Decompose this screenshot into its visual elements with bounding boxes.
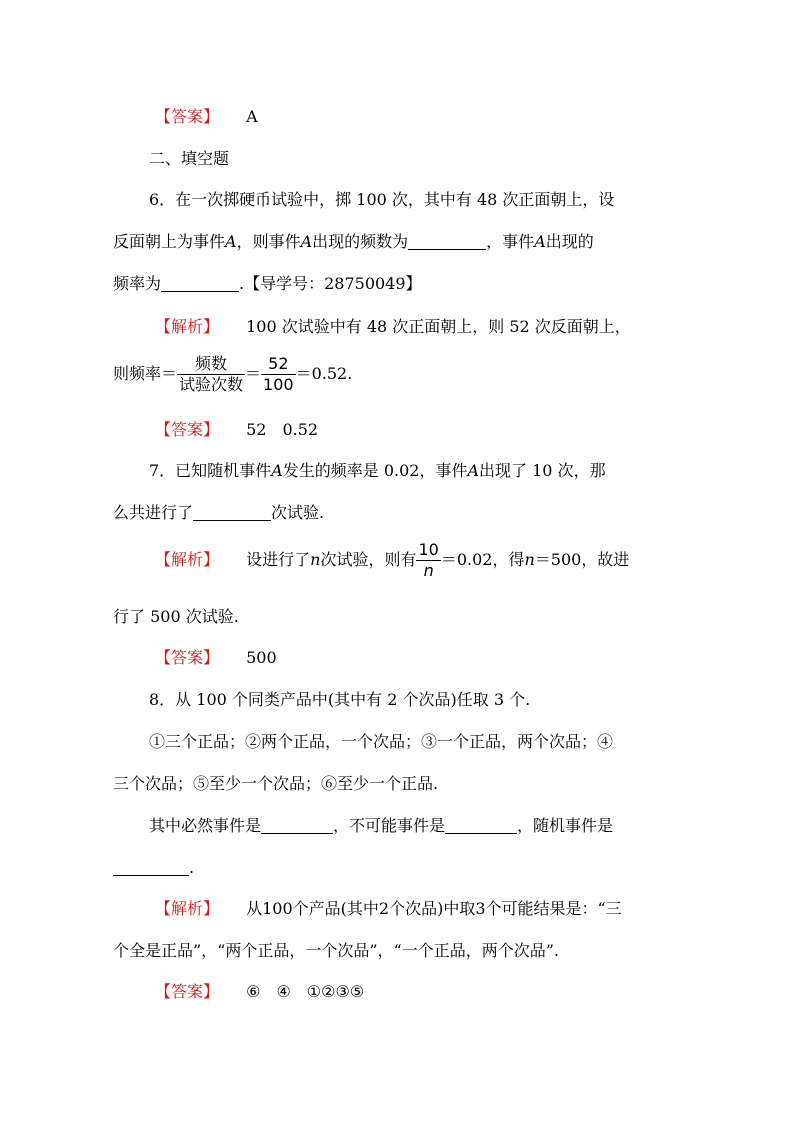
q8-line-4: 其中必然事件是 ，不可能事件是 ，随机事件是 [149, 816, 614, 835]
q7-line-2: 么共进行了 次试验. [113, 503, 325, 522]
q7-answer-row [155, 648, 735, 668]
q6-fraction-2: $\frac{52}{100}$ [263, 354, 294, 394]
answer-tag: 【答案】 [155, 982, 220, 1001]
q6-line-2: 反面朝上为事件A，则事件A出现的频数为 ，事件A出现的 [113, 232, 594, 251]
q6-answer-row [155, 420, 735, 440]
q6-blank-frequency-count[interactable] [408, 233, 486, 250]
q8-blank-certain[interactable] [261, 817, 333, 834]
q6-line-1: 6．在一次掷硬币试验中，掷 100 次，其中有 48 次正面朝上，设 [149, 190, 615, 209]
q6-fraction-1: $\frac{\text{频数}}{\text{试验次数}}$ [179, 354, 244, 394]
q8-line-1: 8．从 100 个同类产品中(其中有 2 个次品)任取 3 个. [149, 690, 531, 709]
q6-blank-frequency-rate[interactable] [161, 275, 239, 292]
analysis-tag: 【解析】 [155, 899, 220, 918]
q8-analysis-line-1: 从100个产品(其中2个次品)中取3个可能结果是：“三 [246, 899, 622, 918]
q6-analysis-text: 100 次试验中有 48 次正面朝上，则 52 次反面朝上， [246, 317, 631, 336]
q8-line-3: 三个次品；⑤至少一个次品；⑥至少一个正品. [113, 774, 439, 793]
q5-answer-value: A [246, 107, 258, 126]
q7-line-1: 7．已知随机事件A发生的频率是 0.02，事件A出现了 10 次，那 [149, 461, 606, 480]
q8-answer-value: ⑥ ④ ①②③⑤ [246, 982, 365, 1001]
q8-analysis-row [155, 899, 735, 919]
q6-analysis-row [155, 317, 735, 337]
q5-answer-row [155, 107, 735, 127]
analysis-tag: 【解析】 [155, 317, 220, 336]
q6-line-3: 频率为 .【导学号：28750049】 [113, 274, 422, 293]
answer-tag: 【答案】 [155, 107, 220, 126]
answer-tag: 【答案】 [155, 420, 220, 439]
q8-analysis-line-2: 个全是正品”，“两个正品，一个次品”，“一个正品，两个次品”. [113, 941, 559, 960]
q8-blank-impossible[interactable] [445, 817, 517, 834]
q6-formula-row: 则频率＝ $\frac{\text{频数}}{\text{试验次数}}$ ＝ $\frac{52}{100}$ ＝0.52. [113, 354, 353, 394]
q8-line-5: . [113, 858, 693, 878]
q7-answer-value: 500 [246, 648, 277, 667]
q6-answer-value: 52 0.52 [246, 420, 319, 439]
q7-analysis-row: 【解析】 设进行了n次试验，则有 $\frac{10}{n}$ ＝0.02，得n＝500，故进 [155, 540, 630, 580]
answer-tag: 【答案】 [155, 648, 220, 667]
q7-fraction: $\frac{10}{n}$ [418, 540, 439, 580]
q8-line-2: ①三个正品；②两个正品，一个次品；③一个正品，两个次品；④ [149, 732, 614, 751]
analysis-tag: 【解析】 [155, 550, 220, 569]
q7-analysis-line-2: 行了 500 次试验. [113, 607, 239, 626]
section-title: 二、填空题 [149, 149, 230, 168]
q8-blank-random[interactable] [113, 859, 189, 876]
q8-answer-row [155, 982, 735, 1002]
q7-blank-trials[interactable] [193, 504, 271, 521]
